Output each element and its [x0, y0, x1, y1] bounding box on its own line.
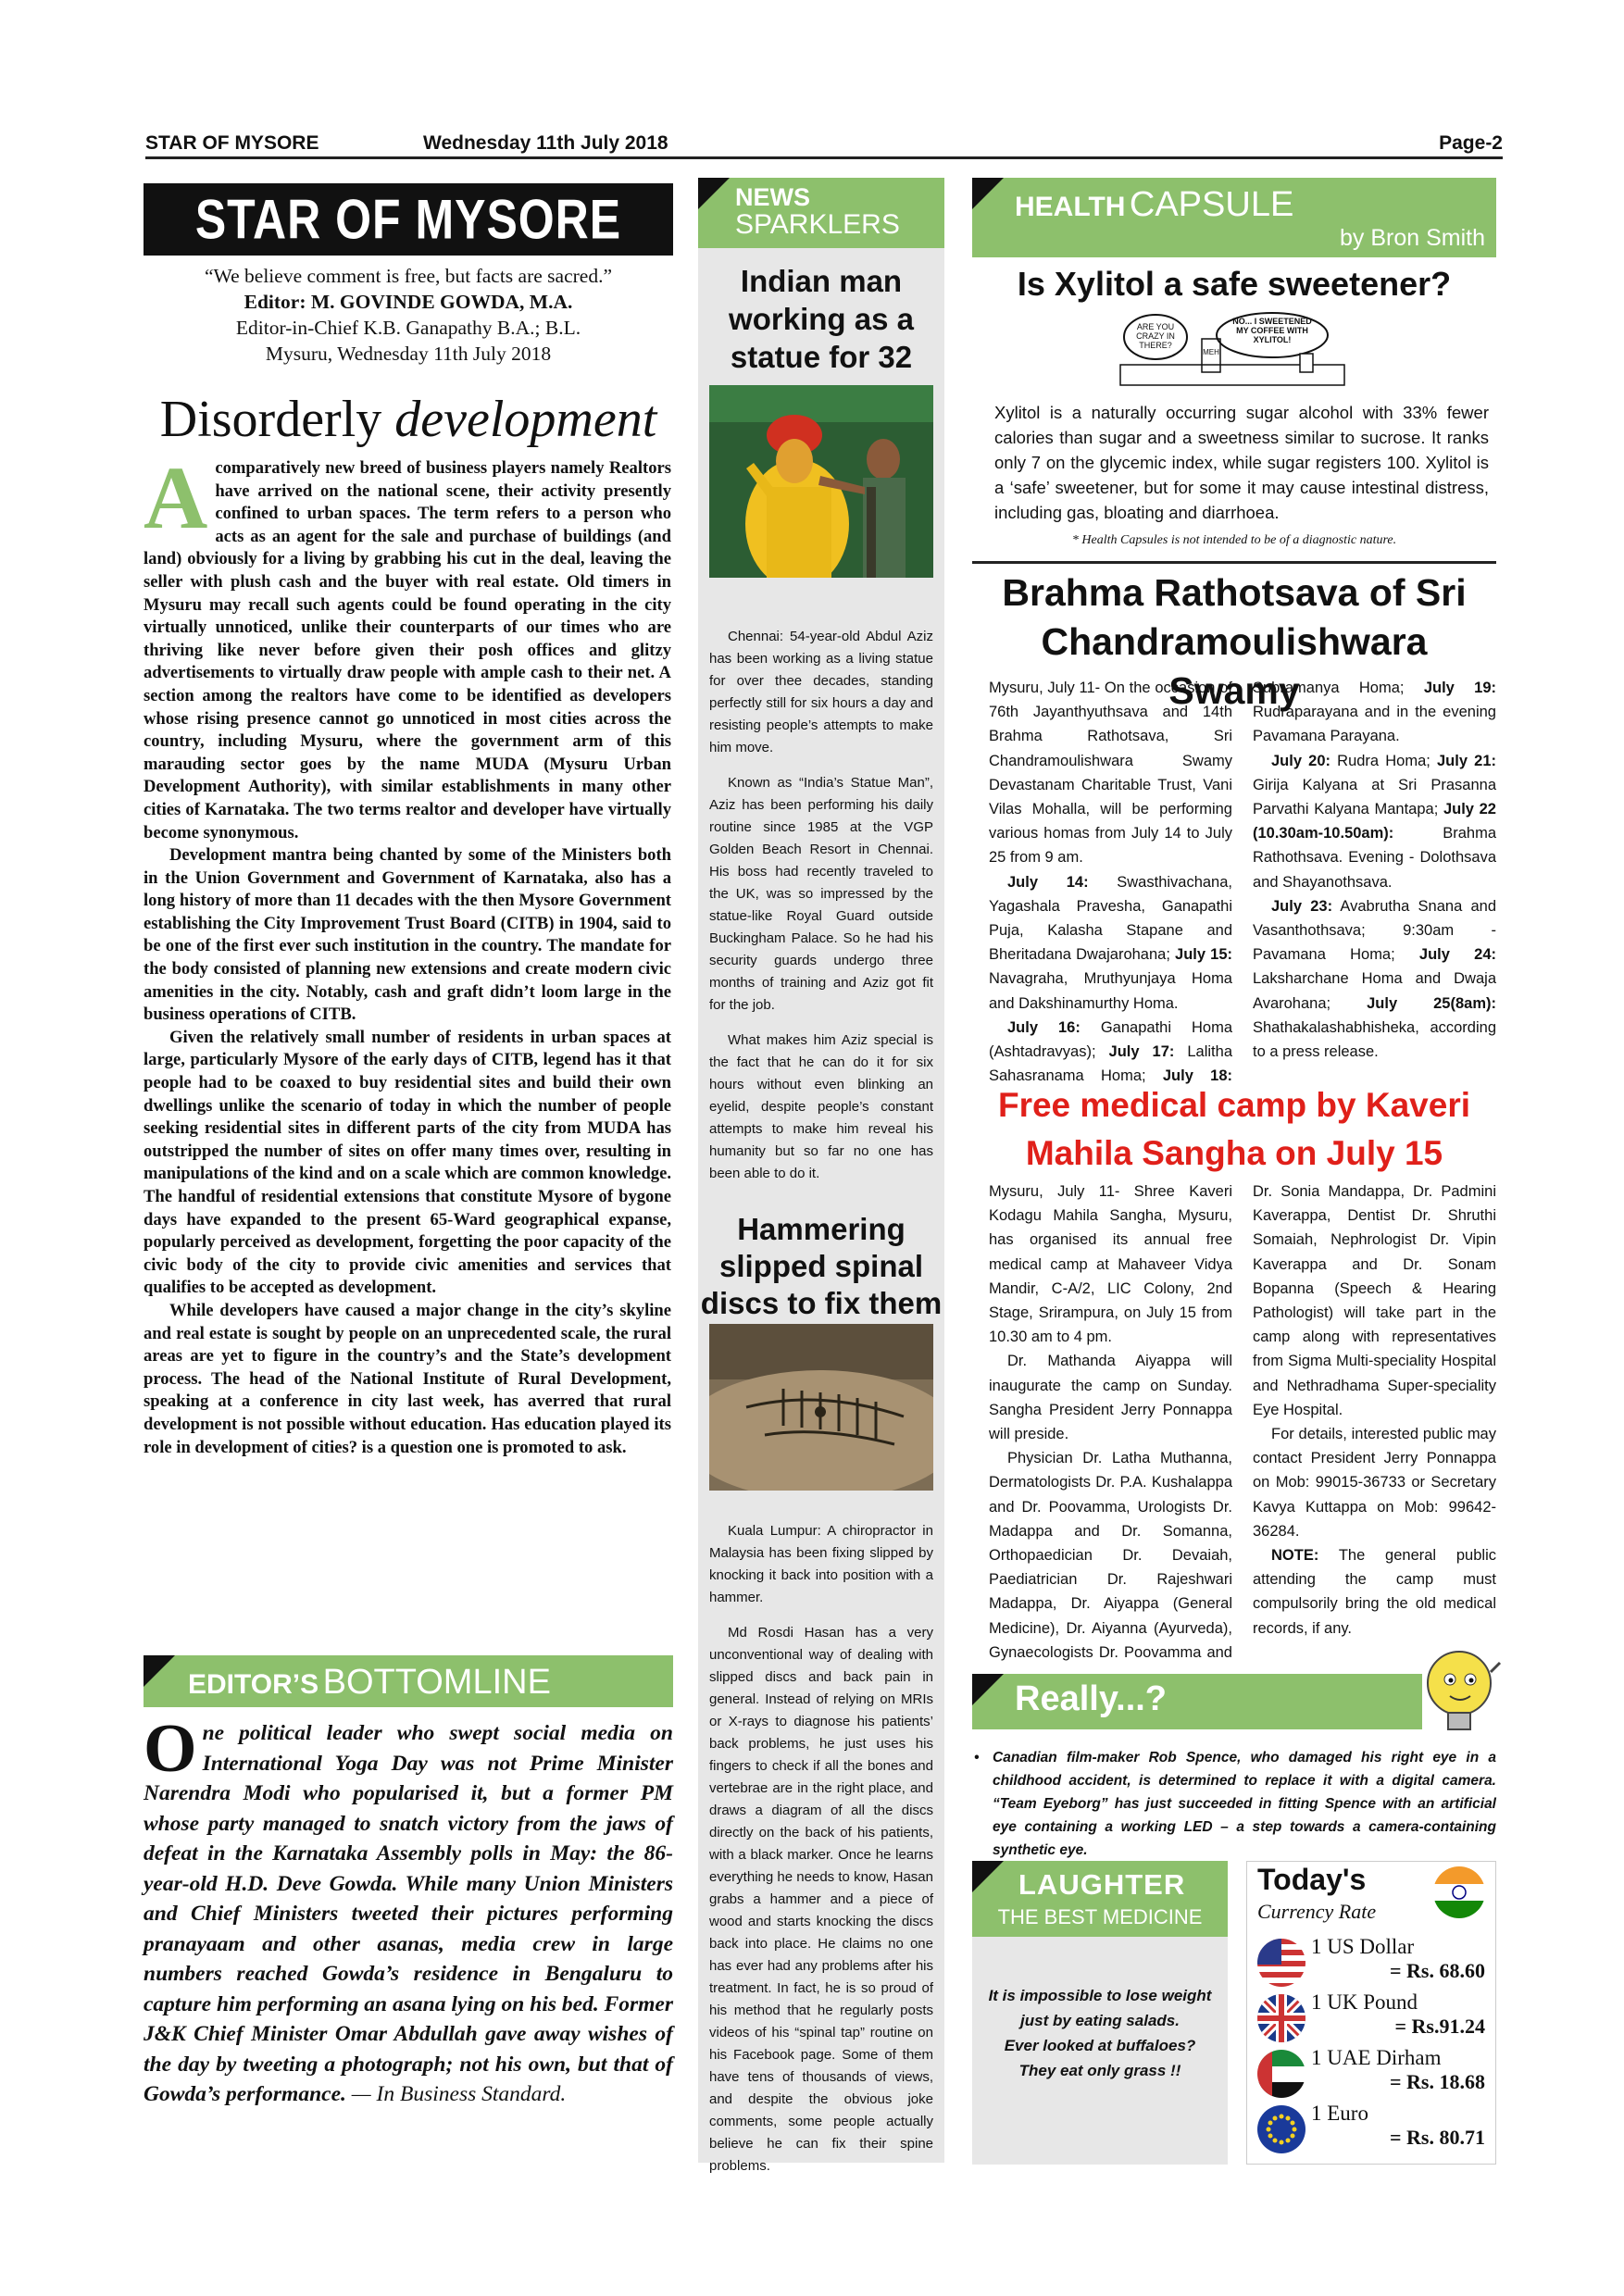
schedule-text: Laksharchane Homa and Dwaja Avarohana; — [1253, 970, 1496, 1012]
date-label: July 14: — [1007, 873, 1089, 891]
schedule-text: Subramanya Homa; — [1253, 680, 1424, 696]
header-date: Wednesday 11th July 2018 — [423, 132, 668, 154]
currency-row — [1257, 2103, 1493, 2157]
date-label: July 17: — [1108, 1043, 1175, 1061]
statue-photo — [709, 385, 933, 578]
schedule-text: Ganapathi Homa (Ashtadravyas); — [989, 1018, 1232, 1061]
uk-flag-icon — [1257, 1994, 1305, 2042]
editorial-paragraph: While developers have caused a major change in the city’s skyline and real estate is sought by people on an unprecedented scale, the rural areas are yet to figure in the country’s and the State’s development process. The head of the National Institute of Rural Development, speaking at a conference in city last week, has averred that rural development is not possible without education. Has education played its role in development of cities? is a question one is promoted to ask. — [144, 1300, 671, 1457]
health-label-light: CAPSULE — [1129, 185, 1294, 224]
editorial-paragraph: Development mantra being chanted by some of the Ministers both in the Union Government and Government of Karnataka, also has a long history of more than 11 decades with the then Mysore Government establishing the City Improvement Trust Board (CITB) in 1904, said to be one of the first ever such institution in the country. The mandate for the body consisted of planning new extensions and create modern civic amenities in the city. Notably, cash and graft didn’t loom large in the business operations of CITB. — [144, 845, 671, 1025]
bottomline-body — [144, 1711, 673, 2110]
date-label: July 19: — [1423, 680, 1497, 696]
editorial-paragraph: comparatively new breed of business players namely Realtors have arrived on the national scene, their activity presently confined to urban spaces. The term refers to a person who acts as an agent for the sale and purchase of buildings (and land) obviously for a living by grabbing his cut in the deal, leaving the seller with plush cash and the buyer with real estate. Old timers in Mysuru may recall such agents could be found operating in the city virtually unnoticed, unlike their counterparts of our times who are thriving like never before given their posh offices and glitzy advertisements to virtually draw people with ample cash to their net. A section among the realtors have come to be identified as developers whose rising presence cannot go unnoticed in most cities across the country, including Mysuru, where the government arm of this marauding sector goes by the name MUDA (Mysuru Urban Development Authority), with similar establishments in many other cities of Karnataka. The two terms realtor and developer have virtually become synonymous. — [144, 458, 671, 842]
xylitol-headline: Is Xylitol a safe sweetener? — [1017, 265, 1452, 303]
health-disclaimer: * Health Capsules is not intended to be of a diagnostic nature. — [1071, 533, 1397, 547]
currency-rate: = Rs. 18.68 — [1390, 2070, 1485, 2093]
masthead-editor: Editor: M. GOVINDE GOWDA, M.A. — [244, 291, 573, 313]
masthead-info — [144, 263, 673, 367]
divider — [972, 561, 1496, 564]
rathotsava-paragraph — [1253, 894, 1496, 1064]
camp-paragraph — [1253, 1543, 1496, 1641]
masthead-logo-text: STAR OF MYSORE — [194, 188, 622, 251]
camp-paragraph: Physician Dr. Latha Muthanna, Dermatologists Dr. P.A. Kushalappa and Dr. Poovamma, Urologists Dr. Madappa and Dr. Somanna, Orthopaedician Dr. Devaiah, Paediatrician Dr. Rajeshwari Madappa, Dr. Aiyappa (General Medicine), Dr. Aiyanna (Ayurveda), Gynaecologists Dr. Poovamma and Dr. Sonia Mandappa, Dr. Padmini Kaverappa, Dentist Dr. Shruthi Somaiah, Nephrologist Dr. Vipin Kaverappa and Dr. Sonam Bopanna (Speech & Hearing Pathologist) will take part in the camp along with representatives from Sigma Multi-speciality Hospital and Nethradhama Super-speciality Eye Hospital. — [989, 1183, 1496, 1661]
us-flag-icon — [1257, 1939, 1305, 1987]
schedule-text: Rudra Homa; — [1330, 752, 1437, 769]
schedule-text: Navagraha, Mruthyunjaya Homa and Dakshinamurthy Homa. — [989, 970, 1232, 1012]
currency-name: 1 Euro — [1311, 2102, 1368, 2125]
currency-name: 1 UAE Dirham — [1311, 2046, 1442, 2069]
date-label: July 18: — [1162, 1067, 1233, 1085]
date-label: July 23: — [1271, 897, 1333, 915]
currency-rate: = Rs. 80.71 — [1390, 2126, 1485, 2149]
currency-name: 1 UK Pound — [1311, 1990, 1418, 2014]
spine-photo — [709, 1324, 933, 1491]
laughter-banner — [972, 1861, 1228, 1937]
rathotsava-headline: Brahma Rathotsava of Sri Chandramoulishwara Swamy — [1002, 571, 1467, 712]
page-header — [145, 130, 1503, 159]
xylitol-cartoon — [1118, 311, 1346, 387]
camp-paragraph: For details, interested public may contact President Jerry Ponnappa on Mob: 99015-36733 or Secretary Kavya Kuttappa on Mob: 99642-36284. — [1253, 1426, 1496, 1540]
date-label: July 22 (10.30am-10.50am): — [1253, 801, 1496, 842]
really-label: Really...? — [1015, 1679, 1168, 1718]
rathotsava-body — [989, 676, 1496, 1089]
masthead-dateline: Mysuru, Wednesday 11th July 2018 — [265, 343, 552, 365]
lightbulb-icon — [1417, 1644, 1505, 1741]
statue-story-body — [709, 626, 933, 1198]
masthead-editor-in-chief: Editor-in-Chief K.B. Ganapathy B.A.; B.L. — [235, 317, 581, 339]
statue-paragraph: Chennai: 54-year-old Abdul Aziz has been working as a living statue for over thee decades, standing perfectly still for six hours a day and resisting people’s attempts to make him move. — [709, 629, 933, 755]
hammer-headline: Hammering slipped spinal discs to fix them — [700, 1212, 943, 1320]
schedule-text: Brahma Rathothsava. Evening - Dolothsava and Shayanothsava. — [1253, 825, 1496, 891]
health-label-bold: HEALTH — [1015, 192, 1126, 222]
editorial-title-plain: Disorderly — [159, 391, 395, 448]
bottomline-source: — In Business Standard. — [345, 2082, 567, 2106]
rathotsava-paragraph — [1253, 749, 1496, 894]
rathotsava-paragraph — [989, 870, 1232, 1016]
statue-paragraph: Known as “India’s Statue Man”, Aziz has been performing his daily routine since 1985 at the VGP Golden Beach Resort in Chennai. His boss had recently traveled to the UK, was so impressed by the statue-like Royal Guard outside Buckingham Palace. So he had his security guards undergo three months of training and Aziz got fit for the job. — [709, 775, 933, 1013]
laughter-line: Ever looked at buffaloes? They eat only grass !! — [1004, 2037, 1196, 2079]
schedule-text: Girija Kalyana at Sri Prasanna Parvathi Kalyana Mantapa; — [1253, 776, 1496, 818]
date-label: July 15: — [1175, 946, 1233, 964]
bottomline-label-light: BOTTOMLINE — [322, 1663, 551, 1702]
editorial-title — [144, 389, 673, 450]
cartoon-right-bubble: NO... I SWEETENED MY COFFEE WITH XYLITOL! — [1232, 317, 1312, 344]
date-label: July 20: — [1271, 752, 1331, 769]
uae-flag-icon — [1257, 2050, 1305, 2098]
health-byline: by Bron Smith — [1339, 225, 1485, 251]
currency-row — [1257, 2048, 1493, 2102]
xylitol-text: Xylitol is a naturally occurring sugar alcohol with 33% fewer calories than sugar and a sweetness similar to sucrose. It ranks only 7 on the glycemic index, while sugar registers 100. Xylitol is a ‘safe’ sweetener, but for some it may cause intestinal distress, including gas, bloating and diarrhoea. — [994, 403, 1489, 522]
sparklers-banner — [698, 178, 944, 248]
really-text — [974, 1746, 1496, 1862]
header-page-number: Page-2 — [1439, 132, 1503, 154]
masthead-motto: “We believe comment is free, but facts are sacred.” — [205, 265, 612, 287]
currency-name: 1 US Dollar — [1311, 1935, 1415, 1958]
editorial-paragraph: Given the relatively small number of residents in urban spaces at large, particularly Mysore of the early days of CITB, legend has it that people had to be coaxed to buy residential sites and build their own dwellings unlike the scenario of today in which the number of people seeking residential sites in different parts of the city from MUDA has outstripped the number of sites on offer many times over, resulting in manipulations of the kind and on a scale which are common knowledge. The handful of residential extensions that constitute Mysore of bygone days have expanded to the present 65-Ward geographical expanse, popularly perceived as development, forgetting the poor capacity of the civic body of the city to provide civic amenities and services that qualifies to be accepted as development. — [144, 1027, 671, 1298]
schedule-text: Rudraparayana and in the evening Pavamana Parayana. — [1253, 704, 1496, 745]
sparklers-label-top: NEWS — [735, 183, 810, 211]
camp-paragraph: Mysuru, July 11- Shree Kaveri Kodagu Mahila Sangha, Mysuru, has organised its annual free medical camp at Mahaveer Vidya Mandir, C-A/2, LIC Colony, 2nd Stage, Srirampura, on July 15 from 10.30 am to 4 pm. — [989, 1183, 1232, 1346]
laughter-label-bottom: THE BEST MEDICINE — [997, 1905, 1203, 1928]
really-content: Canadian film-maker Rob Spence, who damaged his right eye in a childhood accident, is determined to replace it with a digital camera. “Team Eyeborg” has just succeeded in fitting Spence with an artificial eye containing a working LED – a step towards a camera-containing synthetic eye. — [993, 1750, 1496, 1858]
header-paper-name: STAR OF MYSORE — [145, 132, 319, 154]
cartoon-left-bubble: ARE YOU CRAZY IN THERE? — [1136, 322, 1175, 350]
camp-paragraph: Dr. Mathanda Aiyappa will inaugurate the camp on Sunday. Sangha President Jerry Ponnappa will preside. — [989, 1353, 1232, 1443]
hammer-paragraph: Kuala Lumpur: A chiropractor in Malaysia has been fixing slipped by knocking it back into position with a hammer. — [709, 1523, 933, 1605]
hammer-paragraph: Md Rosdi Hasan has a very unconventional way of dealing with slipped discs and back pain in general. Instead of relying on MRIs or X-rays to diagnose his patients’ back problems, he just uses his fingers to check if all the bones and vertebrae are in the right place, and draws a diagram of all the discs directly on the back of his patients, with a black marker. Once he learns everything he needs to know, Hasan grabs a hammer and a piece of wood and starts knocking the discs back into place. He claims no one has ever had any problems after his treatment. In fact, he is so proud of his method that he regularly posts videos of his “spinal tap” routine on his Facebook page. Some of them have tens of thousands of views, and despite the obvious joke comments, some people actually believe he can fix their spine problems. — [709, 1625, 933, 2174]
date-label: July 21: — [1436, 752, 1496, 769]
health-capsule-banner — [972, 178, 1496, 257]
camp-headline: Free medical camp by Kaveri Mahila Sangha on July 15 — [997, 1086, 1471, 1172]
rathotsava-paragraph: Mysuru, July 11- On the occasion of 76th Jayanthyuthsava and 14th Brahma Rathotsava, Sri Chandramoulishwara Swamy Devastanam Charitable Trust, Vani Vilas Mohalla, will be performing various homas from July 14 to July 25 from 9 am. — [989, 680, 1232, 867]
statue-headline: Indian man working as a statue for 32 — [729, 264, 914, 374]
bottomline-dropcap: O — [144, 1711, 197, 1787]
cartoon-mid-text: MEH — [1203, 348, 1219, 356]
laughter-text — [985, 1983, 1215, 2083]
currency-row — [1257, 1992, 1493, 2046]
bullet-icon: • — [974, 1750, 980, 1766]
eu-flag-icon — [1257, 2105, 1305, 2153]
editorial-dropcap: A — [144, 448, 208, 547]
date-label: July 25(8am): — [1367, 994, 1496, 1012]
currency-rate: = Rs.91.24 — [1394, 2015, 1485, 2038]
bottomline-banner — [144, 1655, 673, 1707]
laughter-line: It is impossible to lose weight just by eating salads. — [988, 1987, 1212, 2029]
statue-paragraph: What makes him Aziz special is the fact that he can do it for six hours without even blinking an eyelid, despite people’s constant attempts to make him reveal his humanity but so far no one has been able to do it. — [709, 1032, 933, 1181]
hammer-story-body — [709, 1520, 933, 2190]
currency-title: Today's — [1257, 1863, 1367, 1896]
note-label: NOTE: — [1271, 1547, 1319, 1565]
camp-body — [989, 1179, 1496, 1679]
sparklers-label-bottom: SPARKLERS — [735, 209, 900, 240]
india-flag-icon — [1433, 1866, 1485, 1918]
note-text: The general public attending the camp must compulsorily bring the old medical records, if any. — [1253, 1547, 1496, 1637]
laughter-label-top: LAUGHTER — [1018, 1868, 1186, 1901]
schedule-text: Lalitha Sahasranama Homa; — [989, 1043, 1232, 1085]
schedule-text: Avabrutha Snana and Vasanthothsava; 9:30am - Pavamana Homa; — [1253, 897, 1496, 964]
editorial-title-italic: development — [394, 391, 657, 448]
currency-subtitle: Currency Rate — [1257, 1900, 1377, 1923]
schedule-text: Shathakalashabhisheka, according to a press release. — [1253, 1018, 1496, 1061]
editorial-body — [144, 448, 671, 1459]
date-label: July 24: — [1418, 946, 1497, 964]
schedule-text: Swasthivachana, Yagashala Pravesha, Ganapathi Puja, Kalasha Stapane and Bheritadana Dwajarohana; — [989, 873, 1232, 964]
date-label: July 16: — [1007, 1018, 1081, 1036]
currency-row — [1257, 1937, 1493, 1990]
masthead-logo — [144, 183, 673, 256]
currency-rate: = Rs. 68.60 — [1390, 1959, 1485, 1982]
bottomline-label-bold: EDITOR’S — [188, 1669, 319, 1700]
bottomline-text: ne political leader who swept social media on International Yoga Day was not Prime Minister Narendra Modi who popularised it, but a former PM whose party managed to snatch victory from the jaws of defeat in the Karnataka Assembly polls in May: the 86-year-old H.D. Deve Gowda. While many Union Ministers and Chief Ministers tweeted their pictures performing pranayaam and other asanas, media crew in large numbers reached Gowda’s residence in Bengaluru to capture him performing an asana lying on his bed. Former J&K Chief Minister Omar Abdullah gave away wishes of the day by tweeting a photograph; not his own, but that of Gowda’s performance. — [144, 1721, 673, 2106]
really-banner — [972, 1674, 1422, 1729]
